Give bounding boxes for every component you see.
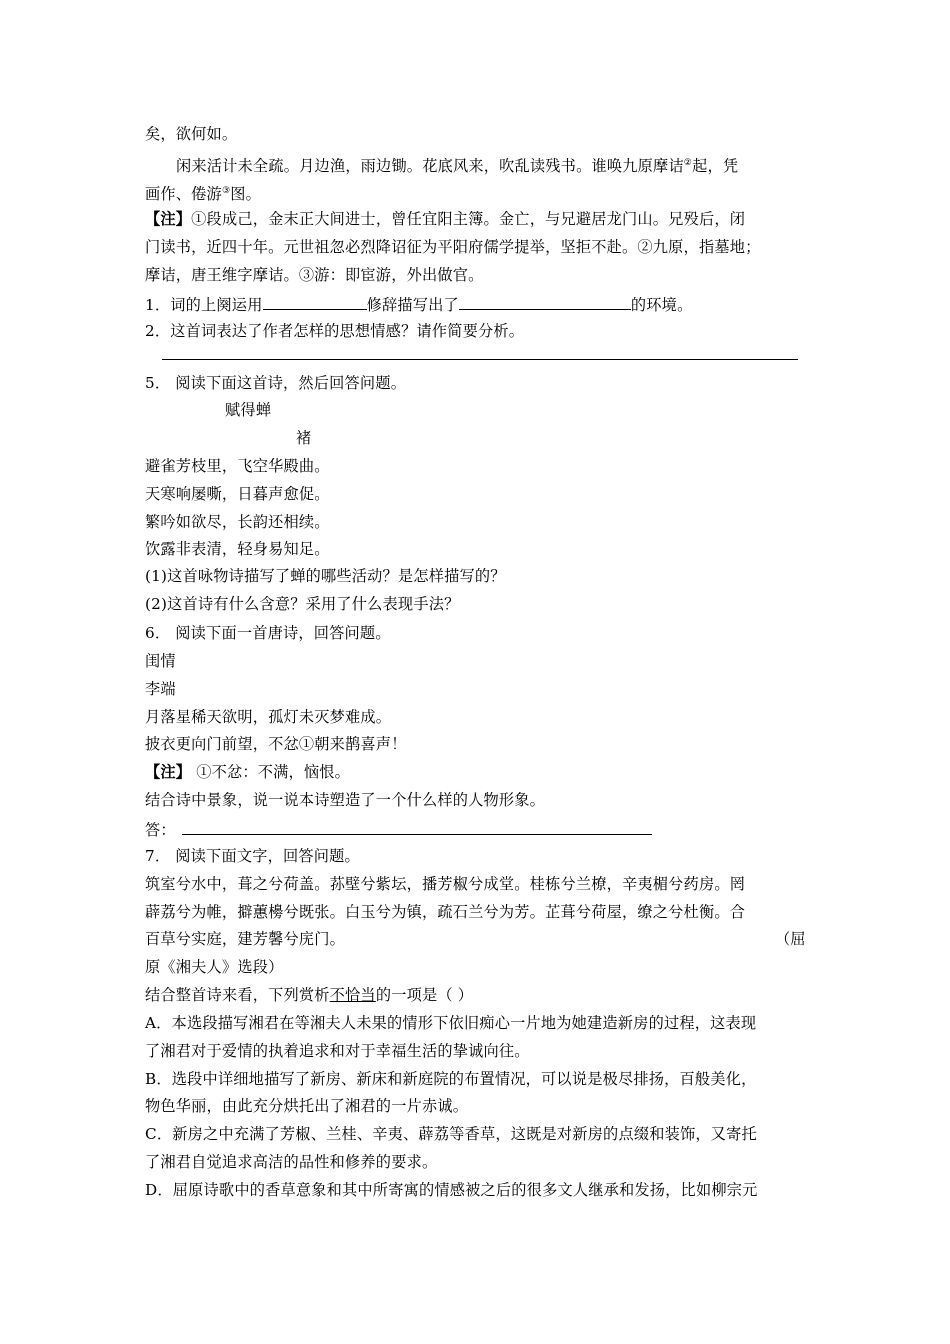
text: 7． 阅读下面文字，回答问题。 bbox=[145, 847, 360, 865]
text: 结合整首诗来看，下列赏析 bbox=[145, 986, 330, 1004]
text: 月落星稀天欲明，孤灯未灭梦难成。 bbox=[145, 708, 392, 726]
text: B．选段中详细地描写了新房、新床和新庭院的布置情况，可以说是极尽排扬，百般美化， bbox=[145, 1070, 757, 1088]
text: 矣，欲何如。 bbox=[145, 125, 238, 143]
text: 天寒响屡嘶，日暮声愈促。 bbox=[145, 485, 330, 503]
text: 图。 bbox=[230, 185, 261, 204]
question-line bbox=[145, 566, 506, 586]
question-line bbox=[145, 594, 459, 614]
poem-title bbox=[145, 651, 176, 671]
text: 原《湘夫人》选段） bbox=[145, 958, 284, 976]
text: 6． 阅读下面一首唐诗，回答问题。 bbox=[145, 624, 391, 642]
text: 赋得蝉 bbox=[225, 401, 272, 419]
option-a-cont bbox=[145, 1041, 530, 1061]
text: 闲来活计未全疏。月边渔，雨边锄。花底风来，吹乱读残书。谁唤九原摩诘 bbox=[176, 157, 684, 176]
text: 5． 阅读下面这首诗，然后回答问题。 bbox=[145, 374, 407, 392]
text: 2．这首词表达了作者怎样的思想情感？请作简要分析。 bbox=[145, 322, 525, 340]
text: 饮露非表清，轻身易知足。 bbox=[145, 540, 330, 558]
answer-line[interactable] bbox=[182, 818, 652, 835]
poem-author bbox=[296, 428, 311, 448]
answer-blank[interactable] bbox=[459, 293, 631, 310]
question-line bbox=[145, 321, 524, 341]
note-line bbox=[145, 209, 745, 229]
passage-line bbox=[145, 874, 745, 894]
note-line bbox=[145, 762, 350, 782]
passage-line bbox=[145, 902, 745, 922]
text: 的环境。 bbox=[630, 296, 693, 314]
text: (2)这首诗有什么含意？采用了什么表现手法？ bbox=[145, 595, 460, 613]
text: 繁吟如欲尽，长韵还相续。 bbox=[145, 513, 330, 531]
poem-line bbox=[145, 707, 391, 727]
text-line bbox=[176, 153, 738, 176]
note-label: 【注】 bbox=[145, 210, 192, 228]
option-c-cont bbox=[145, 1152, 437, 1172]
text: 避雀芳枝里，飞空华殿曲。 bbox=[145, 457, 330, 475]
text: 摩诘，唐王维字摩诘。③游：即宦游，外出做官。 bbox=[145, 266, 484, 284]
poem-line bbox=[145, 456, 330, 476]
text: 起，凭 bbox=[692, 157, 739, 176]
option-a[interactable] bbox=[145, 1013, 756, 1033]
poem-line bbox=[145, 512, 330, 532]
text: 薜荔兮为帷，擗蕙櫋兮既张。白玉兮为镇，疏石兰兮为芳。芷葺兮荷屋，缭之兮杜衡。合 bbox=[145, 903, 746, 921]
poem-line bbox=[145, 484, 330, 504]
text: 画作、倦游 bbox=[145, 185, 222, 204]
text: 结合诗中景象，说一说本诗塑造了一个什么样的人物形象。 bbox=[145, 791, 546, 809]
question-line bbox=[145, 293, 692, 315]
text-line bbox=[145, 237, 761, 257]
text: 百草兮实庭，建芳馨兮庑门。 bbox=[145, 930, 346, 948]
text: ①段成己，金末正大间进士，曾任宜阳主簿。金亡，与兄避居龙门山。兄殁后，闭 bbox=[191, 210, 746, 228]
text: 的一项是（ ） bbox=[375, 986, 474, 1004]
text: 物色华丽，由此充分烘托出了湘君的一片赤诚。 bbox=[145, 1097, 469, 1115]
text: 闺情 bbox=[145, 652, 176, 670]
answer-line-row bbox=[145, 818, 652, 840]
poem-author bbox=[145, 679, 176, 699]
poem-line bbox=[145, 539, 330, 559]
option-b-cont bbox=[145, 1096, 468, 1116]
source-citation bbox=[775, 929, 805, 949]
text-line bbox=[145, 265, 484, 285]
question-heading bbox=[145, 373, 406, 393]
text: ①不忿：不满，恼恨。 bbox=[191, 763, 351, 781]
passage-line bbox=[145, 929, 345, 949]
answer-line[interactable] bbox=[162, 359, 798, 360]
text: 答： bbox=[145, 821, 176, 839]
option-d[interactable] bbox=[145, 1180, 758, 1200]
option-b[interactable] bbox=[145, 1069, 756, 1089]
footnote-marker: ② bbox=[683, 158, 693, 168]
text: 1．词的上阕运用 bbox=[145, 296, 263, 314]
option-c[interactable] bbox=[145, 1124, 757, 1144]
text: C．新房之中充满了芳椒、兰桂、辛夷、薜荔等香草，这既是对新房的点缀和装饰，又寄托 bbox=[145, 1125, 757, 1143]
passage-line bbox=[145, 957, 284, 977]
footnote-marker: ③ bbox=[221, 186, 231, 196]
text-line bbox=[145, 124, 237, 144]
question-line bbox=[145, 985, 473, 1005]
question-heading bbox=[145, 846, 360, 866]
answer-blank[interactable] bbox=[263, 293, 367, 310]
text: （屈 bbox=[775, 930, 806, 948]
text: 了湘君自觉追求高洁的品性和修养的要求。 bbox=[145, 1153, 438, 1171]
text: 褚 bbox=[296, 429, 312, 447]
note-label: 【注】 bbox=[145, 763, 192, 781]
text: 李端 bbox=[145, 680, 176, 698]
text: 修辞描写出了 bbox=[366, 296, 459, 314]
question-heading bbox=[145, 623, 391, 643]
text: 筑室兮水中，葺之兮荷盖。荪壁兮紫坛，播芳椒兮成堂。桂栋兮兰橑，辛夷楣兮药房。罔 bbox=[145, 875, 746, 893]
emphasis-text: 不恰当 bbox=[329, 986, 376, 1004]
text: A．本选段描写湘君在等湘夫人未果的情形下依旧痴心一片地为她建造新房的过程，这表现 bbox=[145, 1014, 757, 1032]
text: 披衣更向门前望，不忿①朝来鹊喜声！ bbox=[145, 735, 407, 753]
text: 了湘君对于爱情的执着追求和对于幸福生活的挚诚向往。 bbox=[145, 1042, 530, 1060]
text-line bbox=[145, 181, 261, 204]
poem-line bbox=[145, 734, 407, 754]
text: D．屈原诗歌中的香草意象和其中所寄寓的情感被之后的很多文人继承和发扬，比如柳宗元 bbox=[145, 1181, 758, 1199]
text: 门读书，近四十年。元世祖忽必烈降诏征为平阳府儒学提举，坚拒不赴。②九原，指墓地； bbox=[145, 238, 761, 256]
poem-title bbox=[225, 400, 271, 420]
text: (1)这首咏物诗描写了蝉的哪些活动？是怎样描写的？ bbox=[145, 567, 506, 585]
question-line bbox=[145, 790, 545, 810]
